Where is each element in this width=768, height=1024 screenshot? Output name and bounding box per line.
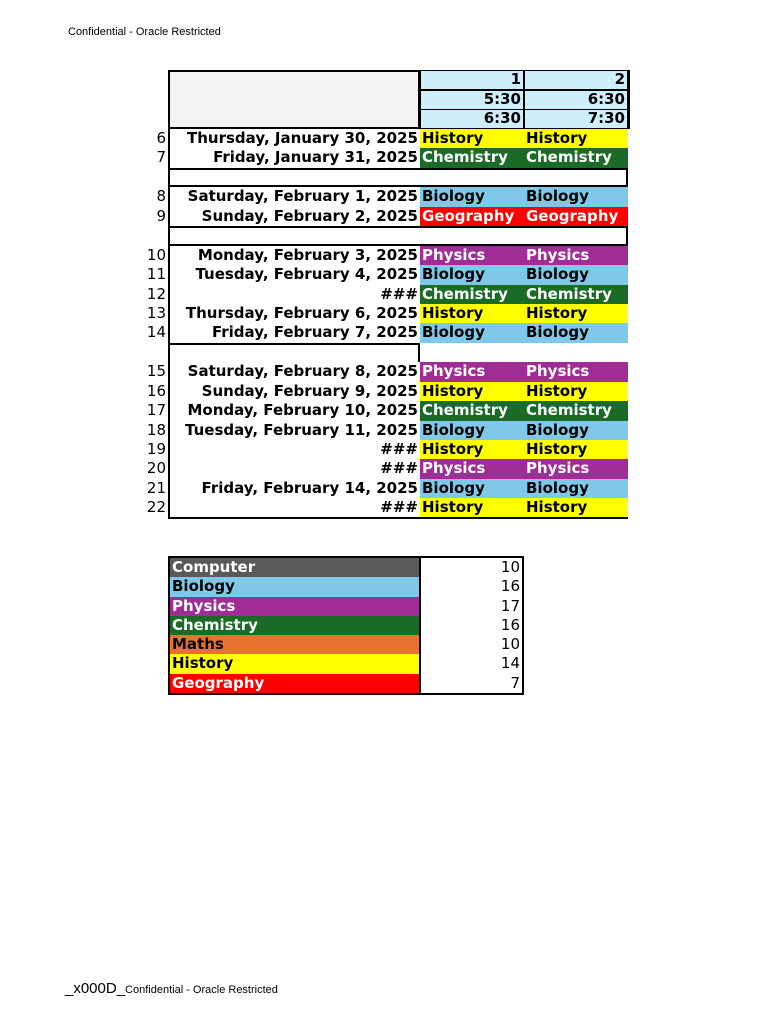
row-date: ###	[168, 498, 418, 517]
table-row	[146, 323, 628, 342]
row-date: Tuesday, February 11, 2025	[168, 421, 418, 440]
subject-cell: Chemistry	[524, 401, 628, 420]
legend-subject: Biology	[170, 577, 421, 596]
row-date: Friday, February 14, 2025	[168, 479, 418, 498]
row-date: ###	[168, 285, 418, 304]
subject-cell: Physics	[524, 459, 628, 478]
legend-row	[170, 597, 522, 616]
table-row	[146, 382, 628, 401]
column-2-end: 7:30	[524, 109, 628, 129]
footer-text: Confidential - Oracle Restricted	[125, 984, 278, 996]
legend-count: 16	[500, 615, 520, 634]
legend-count: 7	[510, 673, 520, 692]
subject-count-legend	[168, 556, 524, 695]
row-number: 19	[146, 440, 166, 458]
table-row	[146, 421, 628, 440]
row-date: Monday, February 3, 2025	[168, 246, 418, 265]
subject-cell: History	[524, 304, 628, 323]
subject-cell: Biology	[420, 265, 524, 284]
column-1-start: 5:30	[420, 90, 524, 110]
subject-cell: Biology	[524, 479, 628, 498]
subject-cell: Biology	[420, 421, 524, 440]
legend-row	[170, 635, 522, 654]
footer-confidential-note	[65, 980, 278, 998]
subject-cell: History	[420, 304, 524, 323]
table-bottom-border	[168, 517, 628, 519]
legend-count: 17	[500, 596, 520, 615]
subject-cell: Physics	[420, 246, 524, 265]
subject-cell: History	[524, 129, 628, 148]
header-confidential-note: Confidential - Oracle Restricted	[68, 26, 221, 38]
row-date: Saturday, February 1, 2025	[168, 187, 418, 206]
row-date: Tuesday, February 4, 2025	[168, 265, 418, 284]
subject-cell: Physics	[524, 362, 628, 381]
row-date: ###	[168, 459, 418, 478]
subject-cell: History	[420, 129, 524, 148]
subject-cell: History	[524, 498, 628, 517]
row-date: Friday, February 7, 2025	[168, 323, 418, 342]
table-row	[146, 401, 628, 420]
row-number: 20	[146, 459, 166, 478]
legend-subject: Geography	[170, 674, 421, 693]
table-row	[146, 207, 628, 226]
subject-cell: Physics	[524, 246, 628, 265]
subject-cell: Geography	[524, 207, 628, 226]
legend-count: 10	[500, 558, 520, 576]
table-row	[146, 479, 628, 498]
legend-count: 14	[500, 654, 520, 673]
legend-row	[170, 654, 522, 673]
subject-cell: Chemistry	[420, 401, 524, 420]
row-date: Thursday, February 6, 2025	[168, 304, 418, 323]
subject-cell: Biology	[524, 323, 628, 342]
table-row	[146, 285, 628, 304]
subject-cell: Geography	[420, 207, 524, 226]
subject-cell: History	[524, 440, 628, 459]
row-date: Thursday, January 30, 2025	[168, 129, 418, 148]
legend-count: 10	[500, 635, 520, 654]
row-number: 12	[146, 284, 166, 303]
subject-cell: Biology	[524, 265, 628, 284]
legend-row	[170, 616, 522, 635]
row-date: Sunday, February 2, 2025	[168, 207, 418, 226]
table-row	[146, 440, 628, 459]
header-blank-cell	[168, 70, 420, 129]
column-1-number: 1	[420, 70, 524, 90]
row-number: 6	[156, 129, 166, 147]
subject-cell: Biology	[524, 187, 628, 206]
subject-cell: Biology	[420, 323, 524, 342]
gap-row	[168, 343, 420, 363]
subject-cell: History	[420, 382, 524, 401]
row-number: 13	[146, 304, 166, 322]
table-row	[146, 187, 628, 206]
table-row	[146, 148, 628, 167]
row-date: Sunday, February 9, 2025	[168, 382, 418, 401]
row-date: Friday, January 31, 2025	[168, 148, 418, 167]
subject-cell: Chemistry	[524, 285, 628, 304]
legend-subject: Maths	[170, 635, 421, 654]
subject-cell: History	[420, 498, 524, 517]
column-2-start: 6:30	[524, 90, 628, 110]
legend-subject: Computer	[170, 558, 421, 577]
table-row	[146, 304, 628, 323]
column-1-end: 6:30	[420, 109, 524, 129]
subject-cell: History	[524, 382, 628, 401]
row-number: 16	[146, 381, 166, 400]
row-number: 21	[146, 478, 166, 497]
row-date: Saturday, February 8, 2025	[168, 362, 418, 381]
gap-row	[168, 168, 628, 188]
subject-cell: Chemistry	[524, 148, 628, 167]
table-row	[146, 498, 628, 517]
row-number: 11	[146, 265, 166, 284]
table-row	[146, 246, 628, 265]
row-number: 22	[146, 498, 166, 517]
table-row	[146, 265, 628, 284]
row-number: 15	[146, 362, 166, 381]
footer-code: _x000D_	[65, 980, 126, 997]
row-number: 14	[146, 323, 166, 342]
row-number: 8	[156, 187, 166, 206]
subject-cell: Chemistry	[420, 285, 524, 304]
table-row	[146, 129, 628, 148]
column-2-number: 2	[524, 70, 628, 90]
table-row	[146, 459, 628, 478]
legend-row	[170, 674, 522, 693]
legend-subject: Physics	[170, 597, 421, 616]
row-number: 17	[146, 401, 166, 420]
table-row	[146, 362, 628, 381]
row-date: Monday, February 10, 2025	[168, 401, 418, 420]
subject-cell: Biology	[524, 421, 628, 440]
subject-cell: Biology	[420, 479, 524, 498]
gap-row	[168, 226, 628, 246]
subject-cell: History	[420, 440, 524, 459]
legend-count: 16	[500, 577, 520, 596]
row-number: 10	[146, 245, 166, 264]
table-right-border	[628, 70, 630, 129]
legend-subject: Chemistry	[170, 616, 421, 635]
row-number: 18	[146, 420, 166, 439]
subject-cell: Biology	[420, 187, 524, 206]
legend-subject: History	[170, 654, 421, 673]
row-number: 9	[156, 206, 166, 225]
row-number: 7	[156, 148, 166, 167]
subject-cell: Chemistry	[420, 148, 524, 167]
subject-cell: Physics	[420, 459, 524, 478]
legend-row	[170, 577, 522, 596]
subject-cell: Physics	[420, 362, 524, 381]
legend-row	[170, 558, 522, 577]
row-date: ###	[168, 440, 418, 459]
